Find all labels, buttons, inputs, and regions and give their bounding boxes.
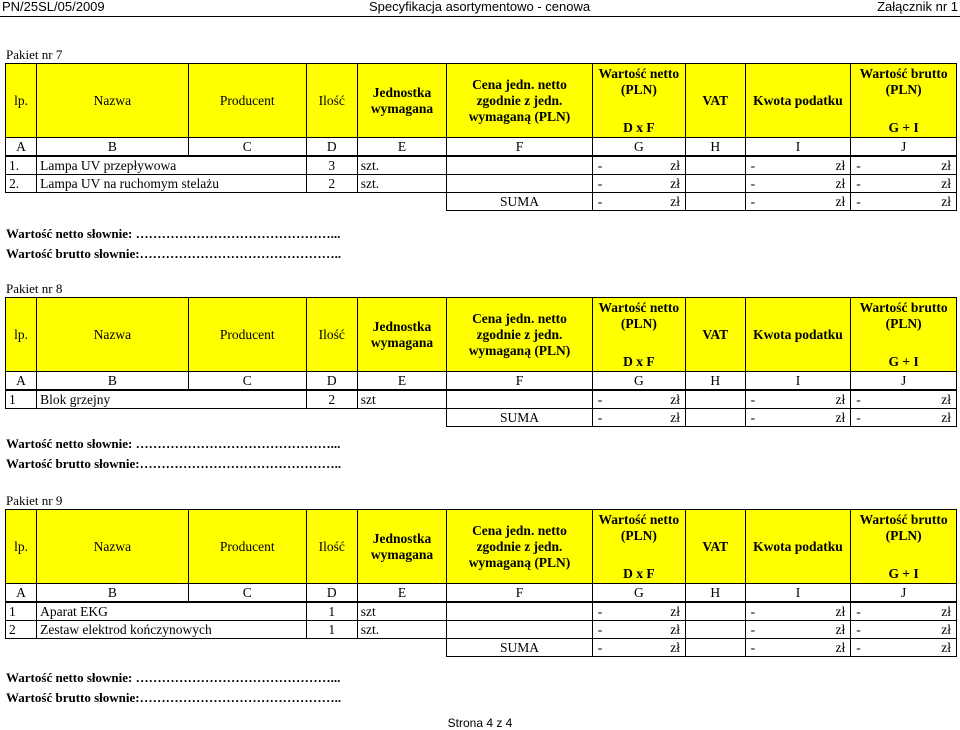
pakiet-title: Pakiet nr 8 (6, 281, 63, 296)
col-wartosc-brutto-formula: G + I (888, 566, 919, 581)
suma-row (6, 639, 957, 657)
row-kwota (745, 156, 851, 175)
col-jednostka: Jednostka wymagana (357, 298, 447, 372)
row-lp: 1 (6, 602, 37, 621)
money-dash: - (856, 175, 861, 191)
money-currency: zł (835, 391, 846, 407)
row-wartosc-netto (592, 156, 685, 175)
header-doc-number: PN/25SL/05/2009 (2, 0, 105, 14)
money-dash: - (597, 621, 603, 637)
money-currency: zł (670, 639, 680, 655)
money-currency: zł (835, 157, 846, 173)
money-dash: - (597, 193, 603, 209)
letter-cell: B (37, 584, 189, 603)
letter-cell: J (851, 372, 957, 391)
table-row (6, 602, 957, 621)
row-jednostka: szt. (357, 156, 447, 175)
money-currency: zł (941, 391, 951, 407)
row-wartosc-brutto (851, 602, 957, 621)
col-cena: Cena jedn. netto zgodnie z jedn. wymaganą (PLN) (447, 510, 592, 584)
money-dash: - (597, 409, 603, 425)
row-vat (685, 175, 745, 193)
money-dash: - (856, 157, 861, 173)
money-currency: zł (835, 175, 846, 191)
row-vat (685, 390, 745, 409)
money-currency: zł (670, 621, 680, 637)
letter-cell: H (685, 372, 745, 391)
row-jednostka: szt (357, 602, 447, 621)
row-jednostka: szt. (357, 175, 447, 193)
money-dash: - (856, 409, 861, 425)
table-header-row (6, 510, 957, 584)
pakiet-table (5, 297, 957, 427)
col-wartosc-brutto (851, 64, 957, 138)
letter-cell: H (685, 138, 745, 157)
money-currency: zł (835, 639, 846, 655)
netto-slownie: Wartość netto słownie: ………………………………………... (6, 670, 341, 685)
money-currency: zł (670, 157, 680, 173)
suma-row (6, 409, 957, 427)
money-currency: zł (670, 193, 680, 209)
pakiet-table (5, 509, 957, 657)
row-wartosc-brutto (851, 621, 957, 639)
table-row (6, 621, 957, 639)
col-producent: Producent (188, 298, 306, 372)
col-ilosc: Ilość (306, 510, 357, 584)
money-dash: - (750, 391, 756, 407)
row-cena (447, 390, 592, 409)
money-currency: zł (941, 157, 951, 173)
col-wartosc-netto-label: Wartość netto (PLN) (598, 66, 680, 97)
letter-cell: C (188, 138, 306, 157)
letter-cell: I (745, 372, 851, 391)
suma-kwota (745, 639, 851, 657)
netto-slownie: Wartość netto słownie: ………………………………………... (6, 226, 341, 241)
letter-cell: E (357, 372, 447, 391)
suma-spacer (6, 409, 447, 427)
letter-cell: I (745, 138, 851, 157)
row-vat (685, 621, 745, 639)
row-cena (447, 156, 592, 175)
row-kwota (745, 390, 851, 409)
col-jednostka: Jednostka wymagana (357, 64, 447, 138)
row-nazwa: Lampa UV na ruchomym stelażu (37, 175, 307, 193)
letter-cell: G (592, 372, 685, 391)
row-vat (685, 156, 745, 175)
row-ilosc: 1 (306, 602, 357, 621)
pakiet-title: Pakiet nr 9 (6, 493, 63, 508)
col-wartosc-netto-formula: D x F (623, 354, 655, 369)
row-kwota (745, 175, 851, 193)
letter-cell: E (357, 584, 447, 603)
row-ilosc: 3 (306, 156, 357, 175)
letter-cell: F (447, 138, 592, 157)
money-currency: zł (941, 175, 951, 191)
row-jednostka: szt. (357, 621, 447, 639)
table-header-row (6, 64, 957, 138)
money-dash: - (597, 603, 603, 619)
letter-cell: A (6, 372, 37, 391)
col-wartosc-netto (592, 64, 685, 138)
money-currency: zł (670, 409, 680, 425)
row-cena (447, 621, 592, 639)
brutto-slownie: Wartość brutto słownie:……………………………………….. (6, 690, 342, 705)
row-lp: 2. (6, 175, 37, 193)
money-currency: zł (941, 193, 951, 209)
col-ilosc: Ilość (306, 298, 357, 372)
row-kwota (745, 602, 851, 621)
money-currency: zł (941, 621, 951, 637)
col-wartosc-netto-label: Wartość netto (PLN) (598, 512, 680, 543)
letter-cell: D (306, 584, 357, 603)
letter-cell: I (745, 584, 851, 603)
row-nazwa: Aparat EKG (37, 602, 307, 621)
col-vat: VAT (685, 64, 745, 138)
netto-slownie: Wartość netto słownie: ………………………………………... (6, 436, 341, 451)
money-dash: - (750, 639, 756, 655)
col-cena: Cena jedn. netto zgodnie z jedn. wymaganą (PLN) (447, 64, 592, 138)
col-nazwa: Nazwa (37, 64, 189, 138)
suma-vat-spacer (685, 639, 745, 657)
money-dash: - (750, 603, 756, 619)
money-dash: - (856, 621, 861, 637)
letter-cell: C (188, 372, 306, 391)
suma-wartosc-brutto (851, 193, 957, 211)
suma-label: SUMA (447, 409, 592, 427)
row-jednostka: szt (357, 390, 447, 409)
col-wartosc-netto-formula: D x F (623, 566, 655, 581)
money-dash: - (856, 193, 861, 209)
header-doc-title: Specyfikacja asortymentowo - cenowa (369, 0, 591, 14)
row-ilosc: 2 (306, 175, 357, 193)
money-currency: zł (835, 409, 846, 425)
row-wartosc-brutto (851, 156, 957, 175)
letter-cell: E (357, 138, 447, 157)
suma-wartosc-brutto (851, 639, 957, 657)
letter-cell: H (685, 584, 745, 603)
row-wartosc-brutto (851, 175, 957, 193)
col-wartosc-brutto-formula: G + I (888, 120, 919, 135)
letter-cell: C (188, 584, 306, 603)
row-kwota (745, 621, 851, 639)
suma-wartosc-netto (592, 193, 685, 211)
row-ilosc: 2 (306, 390, 357, 409)
row-nazwa: Lampa UV przepływowa (37, 156, 307, 175)
row-ilosc: 1 (306, 621, 357, 639)
col-vat: VAT (685, 298, 745, 372)
suma-label: SUMA (447, 639, 592, 657)
header-attachment: Załącznik nr 1 (877, 0, 958, 14)
col-wartosc-brutto-label: Wartość brutto (PLN) (859, 300, 948, 331)
table-row (6, 156, 957, 175)
brutto-slownie: Wartość brutto słownie:……………………………………….. (6, 246, 342, 261)
suma-row (6, 193, 957, 211)
table-row (6, 175, 957, 193)
col-vat: VAT (685, 510, 745, 584)
money-currency: zł (670, 603, 680, 619)
col-wartosc-netto (592, 298, 685, 372)
page-footer: Strona 4 z 4 (447, 716, 513, 730)
row-wartosc-brutto (851, 390, 957, 409)
col-nazwa: Nazwa (37, 510, 189, 584)
col-kwota: Kwota podatku (745, 298, 851, 372)
row-cena (447, 602, 592, 621)
letter-cell: G (592, 584, 685, 603)
col-producent: Producent (188, 510, 306, 584)
col-wartosc-netto (592, 510, 685, 584)
col-wartosc-netto-formula: D x F (623, 120, 655, 135)
money-dash: - (750, 409, 756, 425)
row-lp: 2 (6, 621, 37, 639)
money-dash: - (750, 157, 756, 173)
letter-cell: J (851, 584, 957, 603)
col-wartosc-brutto-formula: G + I (888, 354, 919, 369)
col-lp: lp. (6, 298, 37, 372)
row-nazwa: Blok grzejny (37, 390, 307, 409)
money-currency: zł (835, 603, 846, 619)
row-lp: 1 (6, 390, 37, 409)
row-nazwa: Zestaw elektrod kończynowych (37, 621, 307, 639)
suma-wartosc-netto (592, 639, 685, 657)
pakiet-table (5, 63, 957, 211)
letters-row (6, 372, 957, 391)
letter-cell: D (306, 138, 357, 157)
letter-cell: F (447, 584, 592, 603)
col-lp: lp. (6, 64, 37, 138)
col-ilosc: Ilość (306, 64, 357, 138)
money-currency: zł (941, 409, 951, 425)
row-wartosc-netto (592, 175, 685, 193)
suma-vat-spacer (685, 193, 745, 211)
suma-kwota (745, 409, 851, 427)
suma-spacer (6, 639, 447, 657)
suma-spacer (6, 193, 447, 211)
letter-cell: B (37, 372, 189, 391)
letter-cell: G (592, 138, 685, 157)
row-cena (447, 175, 592, 193)
money-currency: zł (835, 193, 846, 209)
money-currency: zł (670, 175, 680, 191)
col-wartosc-brutto-label: Wartość brutto (PLN) (859, 66, 948, 97)
suma-vat-spacer (685, 409, 745, 427)
money-currency: zł (835, 621, 846, 637)
money-dash: - (597, 157, 603, 173)
letters-row (6, 138, 957, 157)
col-lp: lp. (6, 510, 37, 584)
suma-wartosc-netto (592, 409, 685, 427)
row-wartosc-netto (592, 390, 685, 409)
col-cena: Cena jedn. netto zgodnie z jedn. wymaganą (PLN) (447, 298, 592, 372)
money-currency: zł (941, 603, 951, 619)
row-wartosc-netto (592, 602, 685, 621)
table-row (6, 390, 957, 409)
col-wartosc-brutto (851, 510, 957, 584)
letter-cell: D (306, 372, 357, 391)
letter-cell: B (37, 138, 189, 157)
suma-label: SUMA (447, 193, 592, 211)
letter-cell: F (447, 372, 592, 391)
money-dash: - (597, 639, 603, 655)
money-dash: - (597, 175, 603, 191)
col-jednostka: Jednostka wymagana (357, 510, 447, 584)
header-rule (0, 16, 960, 17)
suma-wartosc-brutto (851, 409, 957, 427)
col-wartosc-brutto (851, 298, 957, 372)
money-dash: - (750, 621, 756, 637)
row-vat (685, 602, 745, 621)
money-dash: - (856, 391, 861, 407)
letter-cell: A (6, 584, 37, 603)
money-currency: zł (941, 639, 951, 655)
money-dash: - (750, 175, 756, 191)
col-kwota: Kwota podatku (745, 510, 851, 584)
money-dash: - (597, 391, 603, 407)
money-dash: - (856, 639, 861, 655)
page-header (0, 0, 960, 14)
col-wartosc-netto-label: Wartość netto (PLN) (598, 300, 680, 331)
letters-row (6, 584, 957, 603)
row-lp: 1. (6, 156, 37, 175)
col-producent: Producent (188, 64, 306, 138)
col-kwota: Kwota podatku (745, 64, 851, 138)
letter-cell: J (851, 138, 957, 157)
row-wartosc-netto (592, 621, 685, 639)
table-header-row (6, 298, 957, 372)
pakiet-title: Pakiet nr 7 (6, 47, 63, 62)
suma-kwota (745, 193, 851, 211)
brutto-slownie: Wartość brutto słownie:……………………………………….. (6, 456, 342, 471)
col-nazwa: Nazwa (37, 298, 189, 372)
money-currency: zł (670, 391, 680, 407)
col-wartosc-brutto-label: Wartość brutto (PLN) (859, 512, 948, 543)
letter-cell: A (6, 138, 37, 157)
money-dash: - (750, 193, 756, 209)
money-dash: - (856, 603, 861, 619)
